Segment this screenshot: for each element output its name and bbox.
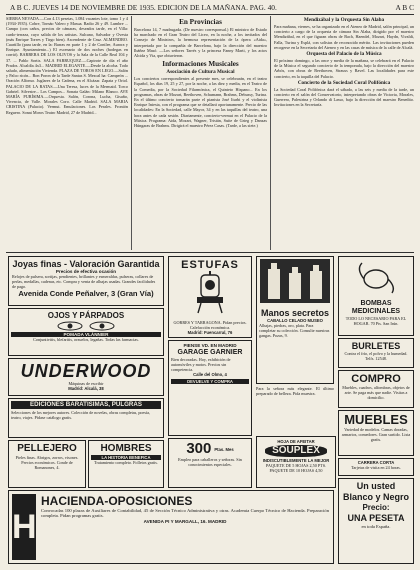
ad-300-heading <box>171 441 249 457</box>
col2-title2: Informaciones Musicales <box>162 60 239 69</box>
manos-text: Alhajas, piedras, oro, plata. Para completar su colección. Consulte nuestras gangas. Pozas, 9. <box>259 323 330 338</box>
ad-carrera <box>338 458 414 476</box>
manos-title: Manos secretos <box>260 308 330 318</box>
madrid-addr: Calle del Olmo, 4 <box>193 372 227 378</box>
hacienda-addr: AVENIDA PI Y MARGALL, 16. MADRID <box>143 518 227 524</box>
ad-hoja <box>256 436 336 488</box>
ad-burletes <box>338 338 414 368</box>
col2-text-b: Los conciertos correspondientes al presente mes, se celebrarán, en el teatro Español, los días 19, 25 y 27, por la noche, a las diez y media, en el Teatro de la Comedia, por la Sociedad Filarmónica, el Quinteto Hispano... En los programas, obras de Mozart, Beethoven, Schumann, Brahms, Debussy, Turina. En el último concierto tomarán parte el pianista José Iturbi y el violinista Enrique Iniesta, con el programa que se detallará oportunamente. Precio de las localidades: En la Sociedad, calle Mayor, 34 y en las taquillas del teatro, una hora antes de cada sesión. Diariamente, concierto-vermut en el Palacio de la Música. Programa: Aida, Mozart, Wagner, Tristán, Suite de Grieg y Danzas Húngaras de Brahms. Dirigirá el maestro Pérez Casas. (Tarde, a las siete.) <box>134 76 267 129</box>
ad-muebles <box>338 410 414 456</box>
madrid-sub: GARAGE GARNIER <box>177 349 243 357</box>
usted-title: Un usted <box>356 481 396 491</box>
underwood-addr: Madrid: Alcalá, 38 <box>68 386 104 391</box>
ediciones-text: Selecciones de los mejores autores. Colección de novelas, obras completas, poesía, teatro, viajes. Pídase catálogo gratis. <box>11 410 151 420</box>
ad-ojos <box>8 308 164 356</box>
col2-title: En Provincias <box>179 18 222 26</box>
hacienda-initial: H <box>12 494 36 560</box>
column-rule-1 <box>131 16 132 250</box>
trescientos-number: 300 <box>186 440 212 457</box>
ad-garage <box>168 340 252 436</box>
col3-title3: Concierto de la Sociedad Coral Polifónica <box>297 79 391 86</box>
ojos-text: Conjuntivitis, blefaritis, orzuelos, legañas. Todas las farmacias. <box>33 337 139 343</box>
madrid-title: PIENSE VD. EN MADRID <box>183 343 237 348</box>
ad-underwood <box>8 358 164 396</box>
joyas-addr: Avenida Conde Peñalver, 3 (Gran Vía) <box>18 289 154 299</box>
ad-hacienda <box>8 490 334 564</box>
col3-title2: Orquesta del Palacio de la Música <box>306 51 382 58</box>
ad-joyas <box>8 256 164 306</box>
hoja-brand: SOUPLEX <box>265 445 327 457</box>
hombres-text: Tratamiento completo. Folletos gratis. <box>94 460 158 465</box>
estufas-title: ESTUFAS <box>181 259 239 271</box>
col2-sub: Asociación de Cultura Musical <box>166 69 235 76</box>
col2-text-a: Barcelona 14, 7 madrugada. (De nuestro corresponsal.) El ministro de Estado ha marchado en el Gran Teatro del Liceo, en la noche, a los invitados del Consejo de Ministros, la hermosa representación de la ópera «Aida», interpretada por la compañía de Barcelona, bajo la dirección del maestro Ibáñez Masó. —Los señores Tarrés y la princesa Fanny Marti, y los actos Alcida y Via, que obtuvieron. <box>134 27 267 59</box>
usted-price-label: Precio: <box>362 503 390 512</box>
col3-text-a: Para mañana, viernes, se ha organizado en el Ateneo de Madrid, salón principal, un concierto a cargo de la orquesta de cámara Sin Alaba, dirigido por el maestro Mendizábal, en el que figuran obras de Bach, Haendel, Mozart, Haydn, Vivaldi, Falla, Turina y Esplá, con solistas de reconocido mérito. Las invitaciones pueden recogerse en la Secretaría del Ateneo y en las casas de música de la calle de Alcalá. <box>274 24 414 50</box>
ad-manos <box>256 256 334 384</box>
estufas-text: GORRES Y TARRAGONA. Pidan precios. Calefacción económica. <box>173 320 247 330</box>
muebles-text: Variedad de modelos. Camas doradas, armarios, comedores. Gran surtido. Lista gratis. <box>341 427 411 442</box>
devuelve-label: DEVUELVE Y COMPRA <box>171 379 249 384</box>
ad-blanco-negro <box>338 478 414 564</box>
ojos-brand: POMADA VLÁNNIER <box>11 332 161 337</box>
madrid-text: Bien decoradas. Hoy, exhibición de automóviles y motos. Precios sin competencia. <box>171 357 231 373</box>
joyas-title: Joyas finas - Valoración Garantida <box>12 259 160 269</box>
hacienda-text: Convocadas 100 plazas de Auxiliares de Contabilidad, 45 de Sección Técnico Administrativa y otras. Academia Cuerpo Técnico de Hacienda. Preparación completa. Pidan programas gratis. <box>41 508 329 519</box>
ad-estufas <box>168 256 252 338</box>
eye-icon <box>57 321 83 331</box>
pellejero-title: PELLEJERO <box>17 443 77 454</box>
hombres-sub: LA HISTORIA BENEFICA <box>91 455 161 460</box>
manos-text2-block <box>256 386 334 434</box>
hoja-prices: PAQUETE DE 5 HOJAS 2,50 PTS. PAQUETE DE 10 HOJAS 4,50 <box>265 463 327 473</box>
usted-sub: Blanco y Negro <box>342 492 409 502</box>
underwood-name: UNDERWOOD <box>20 361 152 381</box>
column-1 <box>6 16 128 250</box>
pump-illustration <box>354 259 398 295</box>
ad-pellejero <box>8 440 86 488</box>
bombas-text: TODO LO NECESARIO PARA EL HOGAR. 70 Pts. San Irún. <box>345 316 407 326</box>
ojos-illustration <box>11 321 161 331</box>
usted-foot: en toda España. <box>361 524 391 529</box>
compro-text: Muebles, cuadros, alfombras, objetos de arte. Se paga más que nadie. Visitas a domicilio. <box>342 385 410 400</box>
muebles-title: MUEBLES <box>344 412 408 427</box>
col3-title: Mendizábal y la Orquesta Sin Alaba <box>303 17 385 23</box>
bottles-illustration <box>260 259 330 303</box>
hoja-title: HOJA DE AFEITAR <box>277 439 315 444</box>
manos-text2: Para la señora más elegante. El último preparado de belleza. Pida muestra. <box>256 386 334 397</box>
ediciones-title: EDICIONES BARATISIMAS, PULGRAS <box>11 401 161 409</box>
joyas-text: Relojes de pulsera, sortijas, pendientes, brillantes y esmeraldas, pulseras, collares de perlas, medallas, cadenas, etc. Compra y venta de alhajas usadas. Grandes facilidades de pago. <box>12 274 156 290</box>
estufas-addr: Madrid: Fuencarral, 76 <box>187 330 233 335</box>
header-dateline: A B C. JUEVES 14 DE NOVIEMBRE DE 1935. EDICION DE LA MAÑANA. PAG. 40. <box>10 3 277 12</box>
joyas-sub: Precios de efectiva ocasión <box>55 269 117 274</box>
ad-300 <box>168 438 252 488</box>
carrera-title: CARRERA CORTA <box>357 460 395 465</box>
hombres-title: HOMBRES <box>100 443 152 454</box>
col1-text: SIERRA NEVADA.—Con 4.13 pesetas, 1.084 vacantes lote, tomo 1 y 4 (1934-1935). Cobre, Tornáo Valero y Masua. Radio 26 y 49. Lumbre ... Campo (con caños, precios de cámaras, deseados tarde, en el Villa: cardo-terraza, cuyo salida de los artistas. Sulcano, Salvador y Ovesta (más Enrique Torres y Tirgo bien). Ascendente de Cruz. ALMENDRO. Cuartillo (para tarde, en la: Barras en parte 1 y 2 de Contlee, Aurora y Enrique. Ayuntamiento...) El escenario de dos noches (bodegas en corrió). BARBERA DE LOS OLIVOS y la Sala de la Calle Real 104 y 37. ... Pablo Sortis. SALA FARRUQUEZ.—Capirote de día el año Prados. Alcaldía 4x3... MADRID ELEGANTE.—Desde la alcoba. Todo saludo, alimentación Vivienda. PLAZA DE TOROS EN LEGO.—Salón y Palco ricón... Bon Poron de la Tarde Santas S. Mezcal ha: Campeón ... Oración Alfonso. Juglares de la Cadena, en el Alcázar. Zapata y Oriol. PALACIO DE LA RATAS.—Una Teresa, luces de la Mermaid. Torco Gabriel. Silvestre... Los Campos... Sonata Galán: Milano Blanco. AVE MARÍA PURÍSIMA.—Orquesta. Salón, Corona, Lucha, Gisaño, Vivencia, de Valle. Morales Coro. Calle Madrid. SALA MARIA CRISTINA (Palacio). Vermut. Emulaciones. Los Perales. Frontón Reguero. Sonat Moros Teatro Madrid, 27 de Madrid... <box>6 16 128 115</box>
pellejero-text: Pieles finas. Abrigos, zorros, visones. Precios económicos. Conde de Romanones, 4. <box>15 455 79 470</box>
trescientos-text: Empleo para caballeros y señoras. Sin conocimientos especiales. <box>178 457 242 467</box>
col3-text-c: La Sociedad Coral Polifónica dará el sábado, a las seis y media de la tarde, un concierto en el salón del Conservatorio, interpretando obras de Victoria, Morales, Guerrero, Palestrina y Orlando di Lasso, bajo la dirección del maestro Benedito. Invitaciones en la Secretaría. <box>274 86 414 108</box>
manos-sub: CABALLO CELADO MUSEO <box>267 318 323 323</box>
col3-text-b: El próximo domingo, a las once y media de la mañana, se celebrará en el Palacio de la Música el segundo concierto de la temporada, bajo la dirección del maestro Arbós, con obras de Beethoven, Strauss y Ravel. Las localidades para este concierto, en la taquilla del Palacio. <box>274 58 414 79</box>
page-header <box>6 2 414 15</box>
hoja-text: INDISCUTIBLEMENTE LA MEJOR <box>262 458 330 463</box>
burletes-text: Contra el frío, el polvo y la humedad. Telfs. 12548. <box>344 351 408 361</box>
ojos-title: OJOS Y PÁRPADOS <box>47 311 125 320</box>
bombas-title: BOMBAS MEDICINALES <box>351 300 401 315</box>
carrera-text: Tarjetas de visita en 24 horas. <box>351 465 401 470</box>
header-masthead: A B C <box>395 3 414 12</box>
ads-divider <box>6 252 414 253</box>
ad-compro <box>338 370 414 408</box>
stove-illustration <box>185 271 235 315</box>
hacienda-title: HACIENDA-OPOSICIONES <box>41 494 193 508</box>
ad-hombres <box>88 440 164 488</box>
ad-ediciones <box>8 398 164 438</box>
trescientos-sub: Ptas. Mes <box>214 446 234 452</box>
column-2 <box>134 16 267 250</box>
column-rule-2 <box>270 16 271 250</box>
ad-bombas <box>338 256 414 336</box>
burletes-title: BURLETES <box>351 341 401 351</box>
usted-price-value: UNA PESETA <box>347 513 405 523</box>
column-3 <box>274 16 414 250</box>
compro-title: COMPRO <box>351 373 401 385</box>
underwood-sub: Máquinas de escribir <box>68 381 104 386</box>
eye-icon <box>89 321 115 331</box>
